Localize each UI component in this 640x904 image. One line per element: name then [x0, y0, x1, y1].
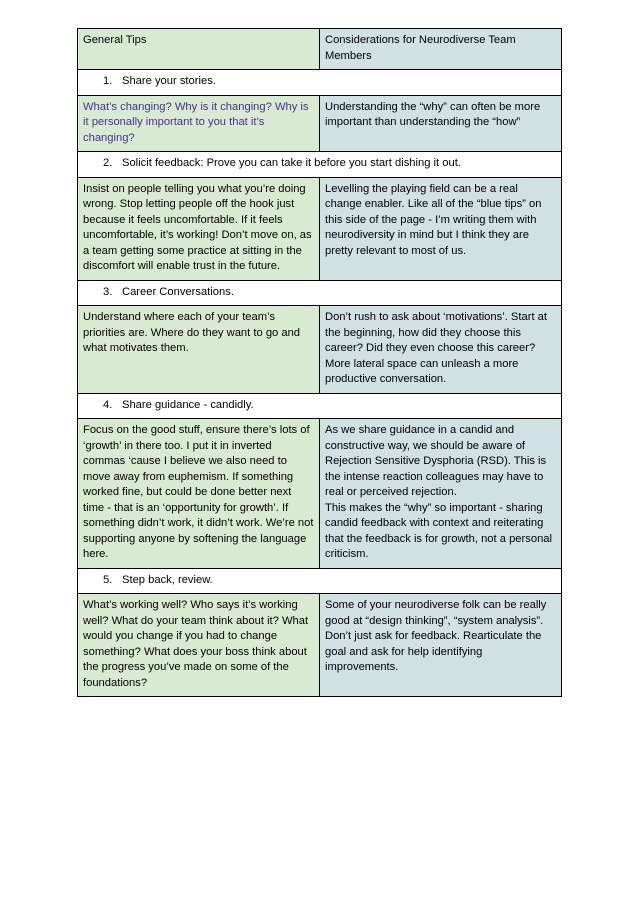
header-neurodiverse-considerations: Considerations for Neurodiverse Team Members: [320, 29, 562, 70]
section-title-text: Share guidance - candidly.: [122, 398, 254, 411]
header-row: [78, 29, 562, 70]
general-tip-cell: Insist on people telling you what you’re doing wrong. Stop letting people off the hook just because it feels uncomfortable. If it feels uncomfortable, it’s working! Don’t move on, as a team getting some practice at sitting in the discomfort will enable trust in the future.: [78, 177, 320, 280]
section-title-row: [78, 393, 562, 419]
header-general-tips: General Tips: [78, 29, 320, 70]
section-number: 1.: [103, 75, 113, 87]
section-title: [78, 70, 562, 96]
section-title-text: Career Conversations.: [122, 285, 234, 298]
general-tip-cell: Focus on the good stuff, ensure there’s lots of ‘growth’ in there too. I put it in inverted commas ‘cause I believe we also need to move away from euphemism. If something worked fine, but could be done better next time - that is an ‘opportunity for growth’. If something didn’t work, it didn’t work. We’re not supporting anyone by softening the language here.: [78, 419, 320, 569]
consideration-cell: Some of your neurodiverse folk can be really good at “design thinking”, “system analysis”. Don’t just ask for feedback. Rearticulate the goal and ask for help identifying improvements.: [320, 594, 562, 697]
general-tip-cell: Understand where each of your team’s priorities are. Where do they want to go and what motivates them.: [78, 306, 320, 394]
section-content-row: [78, 177, 562, 280]
section-title-text: Share your stories.: [122, 75, 216, 87]
section-title: [78, 568, 562, 594]
section-title-row: [78, 568, 562, 594]
section-title: [78, 152, 562, 178]
consideration-cell: Levelling the playing field can be a real change enabler. Like all of the “blue tips” on this side of the page - I’m writing them with neurodiversity in mind but I think they are pretty relevant to most of us.: [320, 177, 562, 280]
consideration-cell: Understanding the “why” can often be more important than understanding the “how”: [320, 95, 562, 152]
section-title-text: Solicit feedback: Prove you can take it before you start dishing it out.: [122, 157, 461, 169]
section-content-row: [78, 594, 562, 697]
tips-table: [77, 28, 562, 697]
section-content-row: [78, 95, 562, 152]
section-title-row: [78, 70, 562, 96]
consideration-cell: As we share guidance in a candid and constructive way, we should be aware of Rejection Sensitive Dysphoria (RSD). This is the intense reaction colleagues may have to real or perceived rejection. This makes the “why” so important - sharing candid feedback with context and reiterating that the feedback is for growth, not a personal criticism.: [320, 419, 562, 569]
general-tip-cell: What’s working well? Who says it’s working well? What do your team think about it? What would you change if you had to change something? What does your boss think about the progress you’ve made on some of the foundations?: [78, 594, 320, 697]
section-title: [78, 280, 562, 306]
section-content-row: [78, 419, 562, 569]
section-number: 3.: [103, 285, 113, 298]
section-title-text: Step back, review.: [122, 573, 213, 586]
section-content-row: [78, 306, 562, 394]
section-number: 5.: [103, 573, 113, 586]
general-tip-cell: What’s changing? Why is it changing? Why is it personally important to you that it’s changing?: [78, 95, 320, 152]
section-title-row: [78, 152, 562, 178]
section-number: 2.: [103, 157, 113, 169]
section-title-row: [78, 280, 562, 306]
section-title: [78, 393, 562, 419]
section-number: 4.: [103, 398, 113, 411]
consideration-cell: Don’t rush to ask about ‘motivations’. Start at the beginning, how did they choose this career? Did they even choose this career? More lateral space can unleash a more productive conversation.: [320, 306, 562, 394]
